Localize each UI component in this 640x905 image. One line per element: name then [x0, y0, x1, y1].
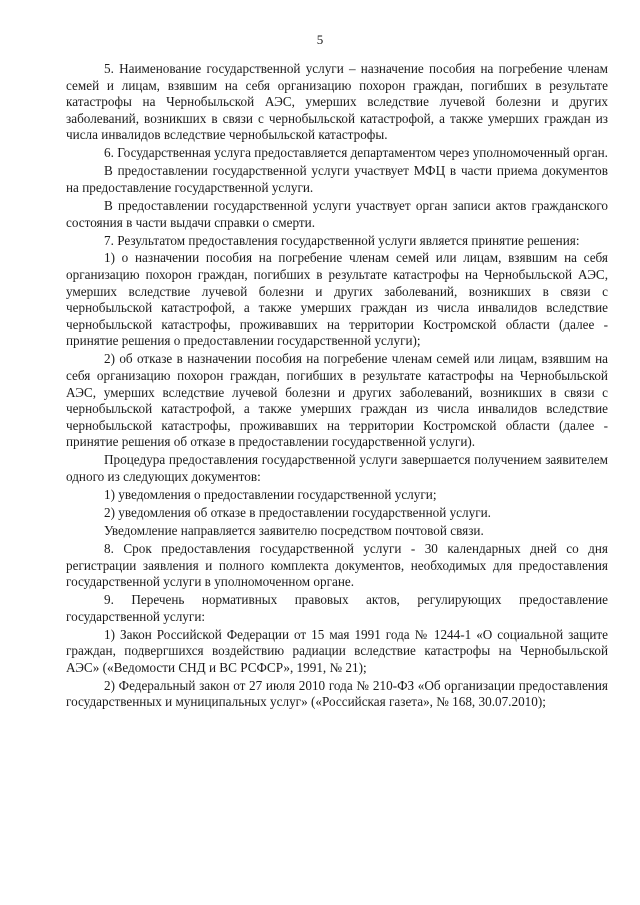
paragraph-item-9: 9. Перечень нормативных правовых актов, регулирующих предоставление государственной услуги:: [66, 592, 608, 624]
document-body: [66, 61, 608, 712]
paragraph-item-6: 6. Государственная услуга предоставляется департаментом через уполномоченный орган.: [104, 145, 608, 161]
paragraph-notice-delivery: Уведомление направляется заявителю посредством почтовой связи.: [104, 522, 484, 538]
paragraph-procedure-completion: Процедура предоставления государственной услуги завершается получением заявителем одного из следующих документов:: [66, 452, 608, 484]
page-number: 5: [316, 32, 324, 47]
paragraph-item-7: 7. Результатом предоставления государственной услуги является принятие решения:: [104, 232, 580, 248]
list-item-decision-refusal: 2) об отказе в назначении пособия на погребение членам семей или лицам, взявшим на себя организацию похорон граждан, погибших в результате катастрофы на Чернобыльской АЭС, умерших вследствие лучевой болезни и других заболеваний, возникших в связи с чернобыльской катастрофой, а также умерших граждан из числа инвалидов вследствие чернобыльской катастрофы, проживавших на территории Костромской области (далее - принятие решения об отказе в предоставлении государственной услуги).: [66, 351, 608, 450]
list-item-decision-grant: 1) о назначении пособия на погребение членам семей или лицам, взявшим на себя организацию похорон граждан, погибших в результате катастрофы на Чернобыльской АЭС, умерших вследствие лучевой болезни и других заболеваний, возникших в связи с чернобыльской катастрофой, а также умерших граждан из числа инвалидов вследствие чернобыльской катастрофы, проживавших на территории Костромской области (далее - принятие решения о предоставлении государственной услуги);: [66, 250, 608, 349]
list-item-notice-refusal: 2) уведомления об отказе в предоставлении государственной услуги.: [104, 504, 491, 520]
paragraph-item-8: 8. Срок предоставления государственной услуги - 30 календарных дней со дня регистрации заявления и полного комплекта документов, необходимых для предоставления государственной услуги в уполномоченном органе.: [66, 540, 608, 590]
list-item-law-1244-1: 1) Закон Российской Федерации от 15 мая 1991 года № 1244-1 «О социальной защите граждан, подвергшихся воздействию радиации вследствие катастрофы на Чернобыльской АЭС» («Ведомости СНД и ВС РСФСР», 1991, № 21);: [66, 626, 608, 675]
paragraph-mfc-participation: В предоставлении государственной услуги участвует МФЦ в части приема документов на предоставление государственной услуги.: [66, 163, 608, 195]
paragraph-item-5: 5. Наименование государственной услуги – назначение пособия на погребение членам семей и лицам, взявшим на себя организацию похорон граждан, погибших в результате катастрофы на Чернобыльской АЭС, умерших вследствие лучевой болезни и других заболеваний, возникших в связи с чернобыльской катастрофой, а также умерших граждан из числа инвалидов вследствие чернобыльской катастрофы.: [66, 61, 608, 143]
list-item-law-210-fz: 2) Федеральный закон от 27 июля 2010 года № 210-ФЗ «Об организации предоставления государственных и муниципальных услуг» («Российская газета», № 168, 30.07.2010);: [66, 677, 608, 710]
paragraph-registry-participation: В предоставлении государственной услуги участвует орган записи актов гражданского состояния в части выдачи справки о смерти.: [66, 197, 608, 230]
list-item-notice-grant: 1) уведомления о предоставлении государственной услуги;: [104, 486, 437, 502]
